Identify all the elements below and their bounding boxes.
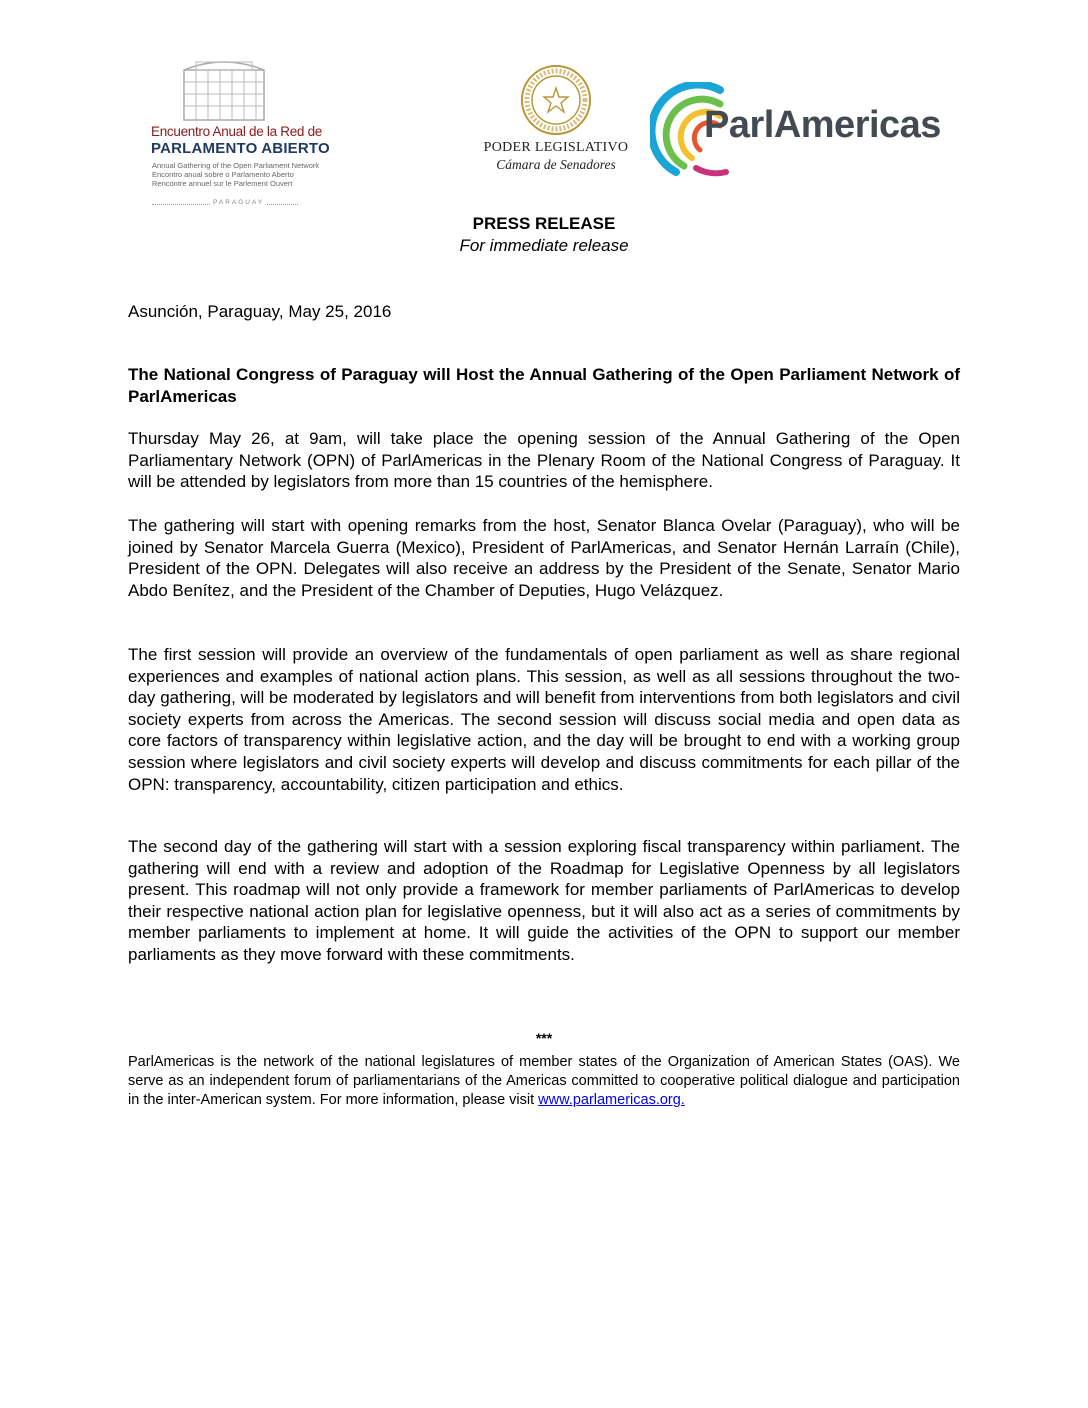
senate-logo-line1: PODER LEGISLATIVO bbox=[483, 140, 629, 155]
opn-logo-portuguese: Encontro anual sobre o Parlamento Aberto bbox=[152, 170, 294, 179]
section-separator: *** bbox=[535, 1030, 553, 1046]
national-seal-icon bbox=[520, 64, 592, 136]
building-icon bbox=[178, 58, 270, 122]
footer-text: ParlAmericas is the network of the national legislatures of member states of the Organization of American States (OAS). We serve as an independent forum of parliamentarians of the Americas committed to cooperative political dialogue and participation in the inter-American system. For more information, please visit bbox=[128, 1054, 960, 1108]
opn-logo-line1: Encuentro Anual de la Red de bbox=[151, 124, 322, 139]
body-paragraph-4: The second day of the gathering will start with a session exploring fiscal transparency within parliament. The gathering will end with a review and adoption of the Roadmap for Legislative Openness by all legislators present. This roadmap will not only provide a framework for member parliaments of ParlAmericas to develop their respective national action plan for legislative openness, but it will also act as a series of commitments by member parliaments to implement at home. It will guide the activities of the OPN to support our member parliaments as they move forward with these commitments. bbox=[128, 837, 960, 964]
press-release-title: PRESS RELEASE bbox=[472, 214, 616, 233]
paraguay-senate-logo bbox=[470, 64, 629, 174]
opn-logo-country: PARAGUAY bbox=[210, 199, 267, 206]
body-paragraph-3: The first session will provide an overview of the fundamentals of open parliament as well as share regional experiences and examples of national action plans. This session, as well as all sessions throughout the two-day gathering, will be moderated by legislators and will benefit from interventions from both legislators and civil society experts from across the Americas. The second session will discuss social media and open data as core factors of transparency within legislative action, and the day will be brought to end with a working group session where legislators and civil society experts will develop and discuss commitments for each pillar of the OPN: transparency, accountability, citizen participation and ethics. bbox=[128, 645, 960, 794]
open-parliament-gathering-logo bbox=[148, 58, 330, 208]
body-paragraph-1: Thursday May 26, at 9am, will take place the opening session of the Annual Gathering of the Open Parliamentary Network (OPN) of ParlAmericas in the Plenary Room of the National Congress of Paraguay. It will be attended by legislators from more than 15 countries of the hemisphere. bbox=[128, 429, 960, 492]
press-release-heading bbox=[0, 213, 1088, 257]
senate-logo-line2: Cámara de Senadores bbox=[496, 157, 616, 172]
opn-logo-french: Rencontre annuel sur le Parlement Ouvert bbox=[152, 179, 293, 188]
parlamericas-wordmark: ParlAmericas bbox=[704, 104, 941, 146]
parlamericas-website-link[interactable]: www.parlamericas.org. bbox=[538, 1092, 685, 1108]
headline: The National Congress of Paraguay will Host the Annual Gathering of the Open Parliament Network of ParlAmericas bbox=[128, 365, 960, 406]
dateline: Asunción, Paraguay, May 25, 2016 bbox=[128, 302, 392, 321]
press-release-subtitle: For immediate release bbox=[459, 236, 629, 255]
body-paragraph-2: The gathering will start with opening remarks from the host, Senator Blanca Ovelar (Paraguay), who will be joined by Senator Marcela Guerra (Mexico), President of ParlAmericas, and Senator Hernán Larraín (Chile), President of the OPN. Delegates will also receive an address by the President of the Senate, Senator Mario Abdo Benítez, and the President of the Chamber of Deputies, Hugo Velázquez. bbox=[128, 516, 960, 600]
opn-logo-english: Annual Gathering of the Open Parliament Network bbox=[152, 161, 320, 170]
parlamericas-logo bbox=[650, 82, 970, 178]
about-parlamericas-footer bbox=[128, 1053, 960, 1110]
opn-logo-line2: PARLAMENTO ABIERTO bbox=[151, 140, 330, 157]
